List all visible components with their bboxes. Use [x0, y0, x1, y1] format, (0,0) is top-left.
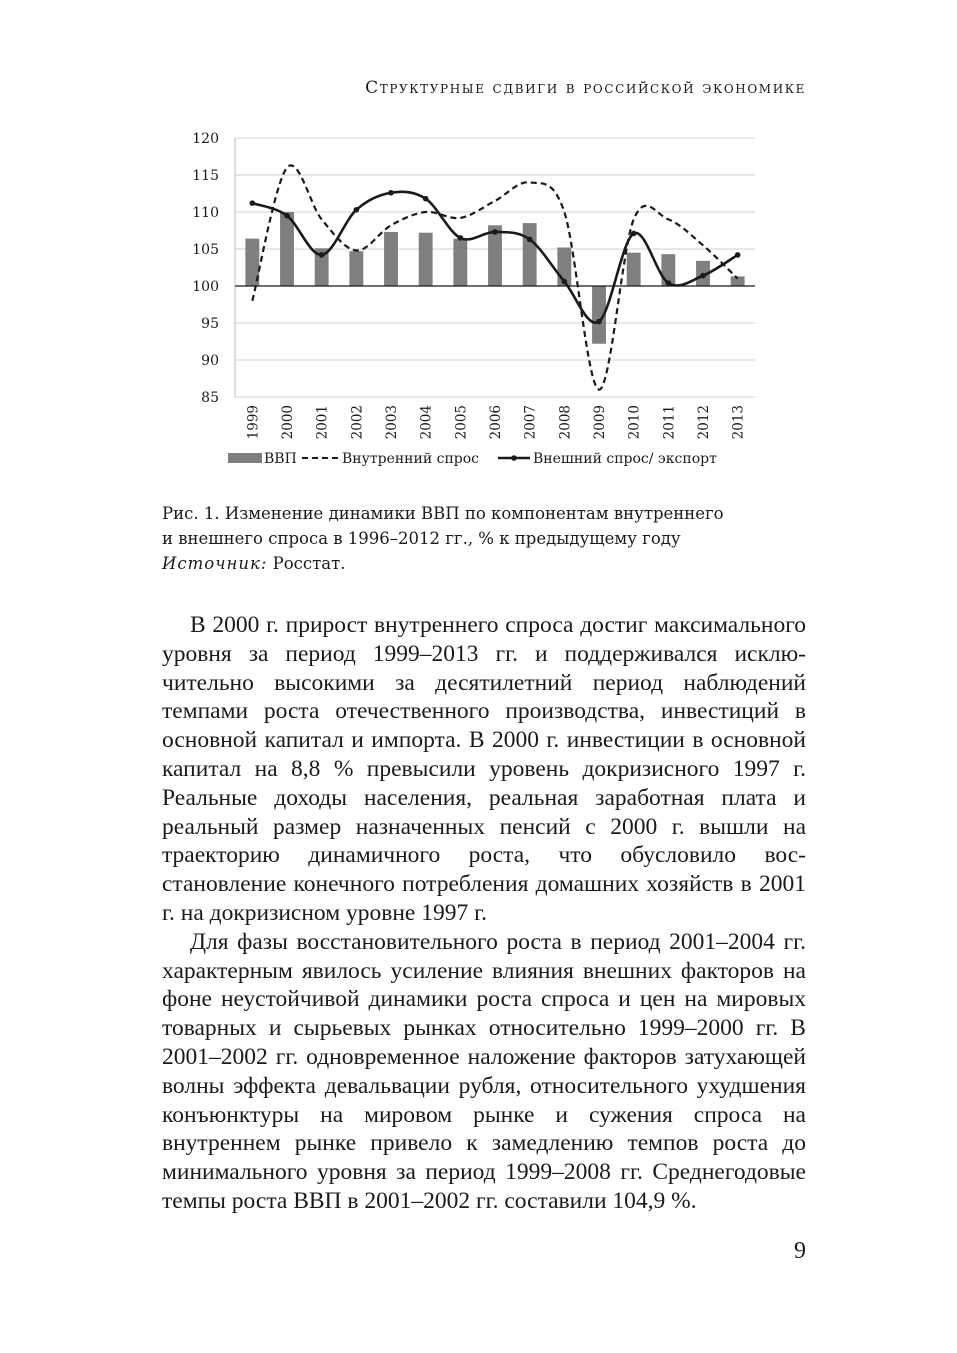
external-demand-point	[423, 196, 429, 202]
source-label: Источник:	[162, 554, 268, 573]
y-tick-label: 90	[201, 353, 219, 369]
external-demand-point	[562, 279, 568, 285]
x-tick-label: 2012	[696, 405, 712, 440]
external-demand-point	[700, 273, 706, 279]
gdp-bar	[280, 212, 294, 286]
y-axis	[192, 131, 235, 406]
x-tick-label: 2009	[592, 405, 608, 440]
gdp-bar	[384, 232, 398, 286]
legend-domestic-label: Внутренний спрос	[342, 451, 480, 467]
legend-external-marker	[511, 455, 517, 461]
y-tick-label: 115	[192, 168, 219, 184]
x-tick-label: 2006	[488, 405, 504, 440]
caption-source	[162, 551, 802, 576]
paragraph-2: Для фазы восстановительного роста в период 2001–2004 гг. характерным явилось усиление влияния внешних факторов на фоне неустойчивой динамики роста спроса и цен на мировых товарных и сырьевых рынках относительно 1999–2000 гг. В 2001–2002 гг. одновременное наложение факторов затухающей волны эффекта девальвации рубля, относительного ухудшения конъюнктуры на мировом рынке и сужения спроса на внутреннем рынке привело к замедлению темпов роста до минимального уровня за период 1999–2008 гг. Среднегодовые темпы роста ВВП в 2001–2002 гг. составили 104,9 %.	[162, 928, 806, 1214]
legend-external-label: Внешний спрос/ экспорт	[533, 451, 717, 467]
x-tick-label: 2008	[557, 405, 574, 440]
external-demand-point	[527, 237, 533, 243]
y-tick-label: 85	[201, 390, 219, 406]
gdp-bar	[453, 239, 467, 286]
caption-line-1: Рис. 1. Изменение динамики ВВП по компонентам внутреннего	[162, 504, 724, 523]
external-demand-point	[492, 229, 498, 235]
external-demand-point	[735, 252, 741, 258]
body-text	[162, 611, 806, 1216]
external-demand-point	[631, 231, 637, 237]
y-tick-label: 100	[192, 279, 219, 295]
gdp-bar	[349, 251, 363, 286]
chart-legend	[228, 451, 717, 467]
x-tick-label: 2000	[280, 405, 296, 440]
gdp-dynamics-chart	[160, 125, 800, 475]
external-demand-point	[596, 319, 602, 325]
x-tick-label: 2003	[384, 405, 400, 440]
x-tick-label: 2005	[453, 405, 470, 440]
external-demand-point	[284, 213, 290, 219]
external-demand-point	[458, 235, 464, 241]
x-tick-label: 1999	[245, 405, 262, 440]
figure-caption	[162, 501, 802, 576]
caption-line-2: и внешнего спроса в 1996–2012 гг., % к предыдущему году	[162, 529, 681, 548]
x-axis	[245, 405, 746, 439]
y-tick-label: 110	[192, 205, 219, 221]
x-tick-label: 2004	[418, 405, 435, 440]
y-tick-label: 95	[201, 316, 219, 332]
x-tick-label: 2007	[522, 405, 539, 440]
external-demand-point	[388, 190, 394, 196]
paragraph-1: В 2000 г. прирост внутреннего спроса достиг максимального уровня за период 1999–2013 гг. и поддерживался исключительно высокими за десятилетний период наблюдений темпами роста отечественного производства, инвестиций в основной капитал и импорта. В 2000 г. инвестиции в основной капитал на 8,8 % превысили уровень докризисного 1997 г. Реальные доходы населения, реальная заработная плата и реальный размер назначенных пенсий с 2000 г. вышли на траекторию динамичного роста, что обусловило восстановление конечного потребления домашних хозяйств в 2001 г. на докризисном уровне 1997 г.	[162, 612, 806, 926]
x-tick-label: 2013	[730, 405, 747, 440]
external-demand-point	[250, 200, 256, 206]
x-tick-label: 2011	[661, 405, 678, 440]
gdp-bar	[627, 253, 641, 286]
y-tick-label: 105	[192, 242, 219, 258]
x-tick-label: 2001	[314, 405, 331, 440]
legend-gdp-swatch	[228, 453, 262, 463]
gdp-bar	[523, 223, 537, 286]
external-demand-point	[354, 207, 360, 213]
legend-gdp-label: ВВП	[264, 451, 297, 467]
page-number: 9	[794, 1238, 806, 1264]
x-tick-label: 2010	[626, 404, 643, 440]
gdp-bar	[419, 233, 433, 286]
source-value: Росстат.	[272, 554, 346, 573]
external-demand-point	[666, 280, 672, 286]
x-tick-label: 2002	[349, 405, 366, 440]
external-demand-point	[319, 252, 325, 258]
y-tick-label: 120	[192, 131, 219, 147]
running-title: Структурные сдвиги в российской экономике	[365, 78, 806, 98]
